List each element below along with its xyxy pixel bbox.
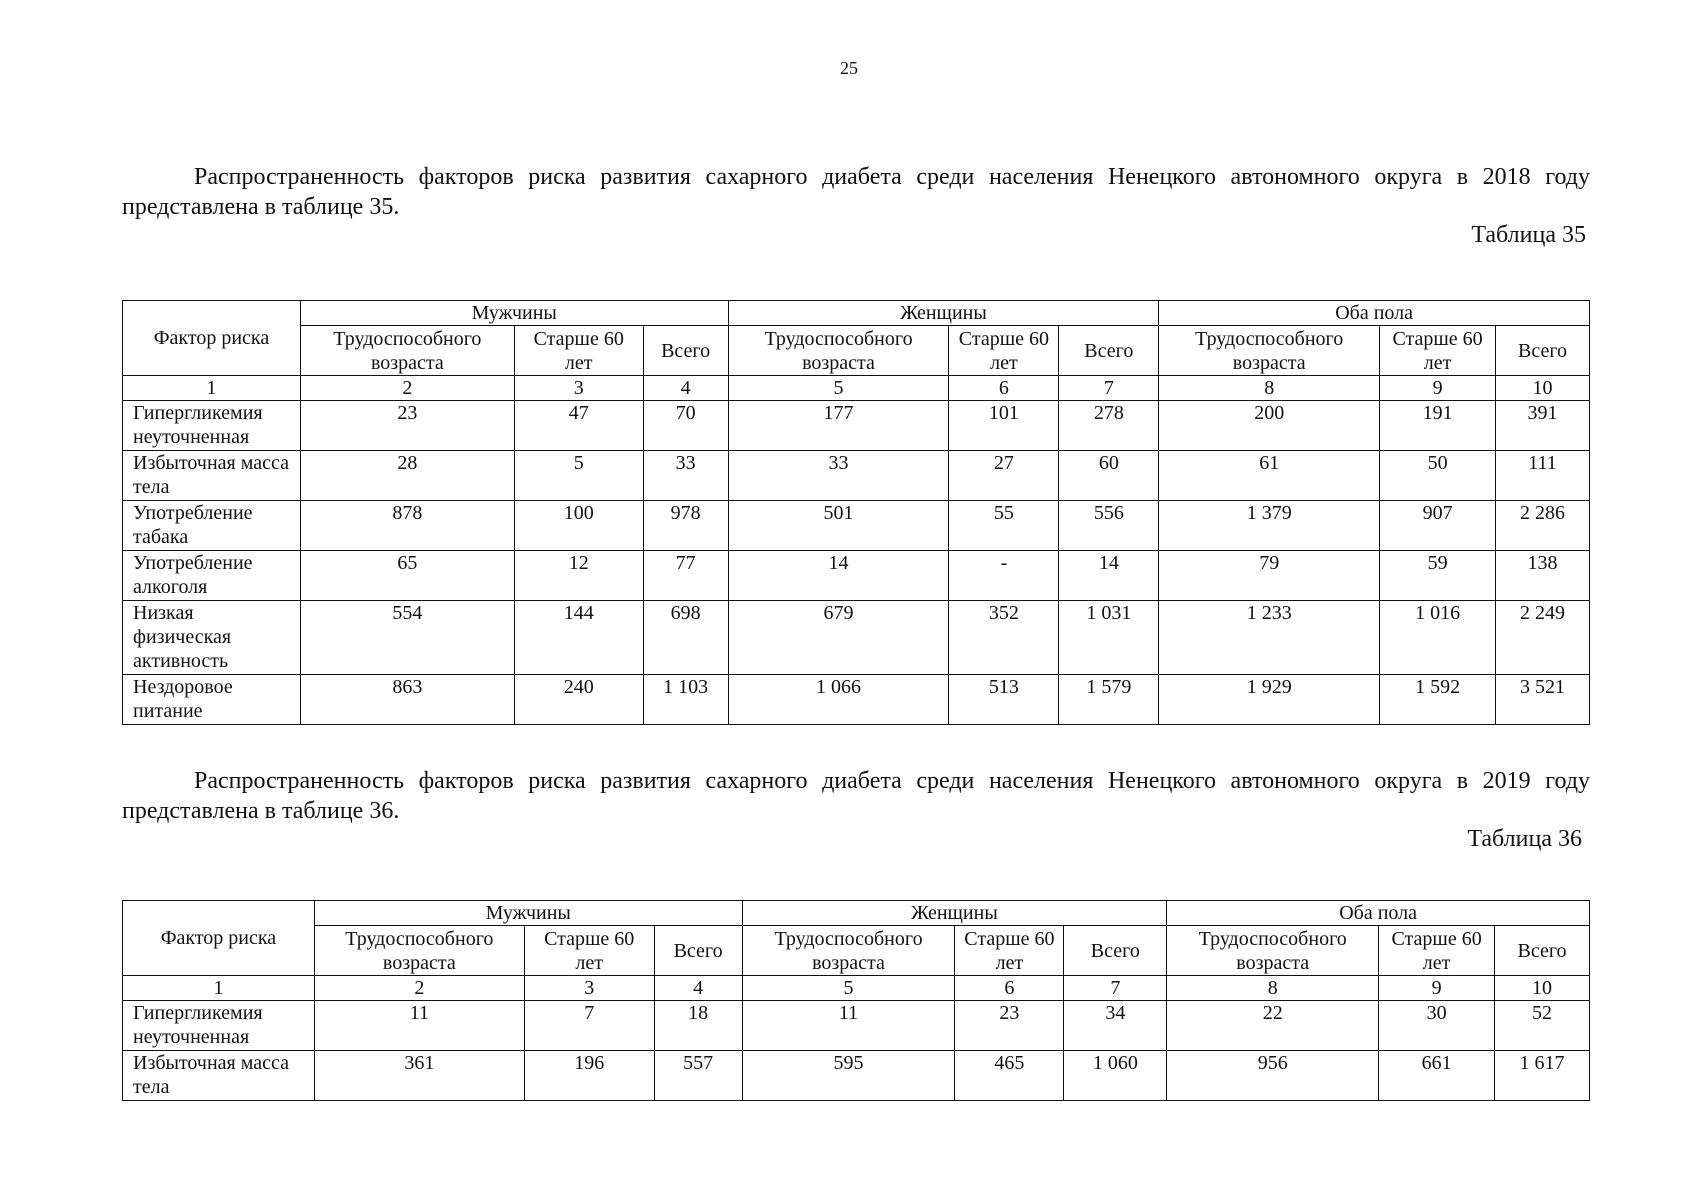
table-caption-35: Таблица 35 [1471, 222, 1586, 248]
table-cell: 1 617 [1495, 1051, 1590, 1101]
column-number: 8 [1159, 376, 1380, 401]
table-cell: - [949, 551, 1059, 601]
table-cell: 23 [955, 1001, 1064, 1051]
page-number: 25 [840, 58, 858, 78]
column-number: 3 [524, 976, 654, 1001]
table-cell: 7 [524, 1001, 654, 1051]
column-number: 7 [1064, 976, 1167, 1001]
table-cell: 65 [300, 551, 514, 601]
risk-factor-label: Избыточная масса тела [123, 1051, 315, 1101]
table-row [123, 501, 1590, 551]
table-cell: 11 [742, 1001, 955, 1051]
table-cell: 278 [1059, 401, 1159, 451]
table-cell: 70 [643, 401, 728, 451]
header-over60: Старше 60 лет [949, 326, 1059, 376]
intro-paragraph-2019 [122, 766, 1590, 826]
table-cell: 101 [949, 401, 1059, 451]
table-cell: 1 060 [1064, 1051, 1167, 1101]
table-cell: 661 [1379, 1051, 1495, 1101]
header-total: Всего [1495, 926, 1590, 976]
table-cell: 60 [1059, 451, 1159, 501]
table-row [123, 401, 1590, 451]
risk-factor-label: Употребление алкоголя [123, 551, 301, 601]
table-cell: 698 [643, 601, 728, 675]
table-cell: 1 929 [1159, 675, 1380, 725]
table-cell: 138 [1496, 551, 1590, 601]
table-cell: 1 031 [1059, 601, 1159, 675]
risk-factor-label: Гипергликемия неуточненная [123, 401, 301, 451]
header-total: Всего [654, 926, 742, 976]
table-cell: 14 [728, 551, 949, 601]
table-cell: 501 [728, 501, 949, 551]
table-cell: 14 [1059, 551, 1159, 601]
table-cell: 196 [524, 1051, 654, 1101]
table-cell: 28 [300, 451, 514, 501]
column-number: 10 [1496, 376, 1590, 401]
table-cell: 1 379 [1159, 501, 1380, 551]
table-cell: 557 [654, 1051, 742, 1101]
table-cell: 361 [314, 1051, 524, 1101]
column-number: 3 [514, 376, 643, 401]
header-total: Всего [643, 326, 728, 376]
header-factor: Фактор риска [123, 901, 315, 976]
column-number-row [123, 976, 1590, 1001]
table-cell: 23 [300, 401, 514, 451]
header-over60: Старше 60 лет [1380, 326, 1496, 376]
table-cell: 2 286 [1496, 501, 1590, 551]
table-cell: 52 [1495, 1001, 1590, 1051]
column-number: 1 [123, 976, 315, 1001]
table-cell: 177 [728, 401, 949, 451]
table-cell: 595 [742, 1051, 955, 1101]
table-cell: 200 [1159, 401, 1380, 451]
column-number: 2 [300, 376, 514, 401]
table-cell: 391 [1496, 401, 1590, 451]
table-cell: 111 [1496, 451, 1590, 501]
table-cell: 61 [1159, 451, 1380, 501]
header-over60: Старше 60 лет [955, 926, 1064, 976]
table-cell: 33 [728, 451, 949, 501]
intro-text-2019: Распространенность факторов риска развития сахарного диабета среди населения Ненецкого автономного округа в 2019 году представлена в таблице 36. [122, 768, 1590, 824]
table-cell: 679 [728, 601, 949, 675]
table-cell: 50 [1380, 451, 1496, 501]
header-working-age: Трудоспособного возраста [742, 926, 955, 976]
table-caption-36: Таблица 36 [1467, 826, 1582, 852]
table-cell: 907 [1380, 501, 1496, 551]
table-cell: 554 [300, 601, 514, 675]
header-working-age: Трудоспособного возраста [1167, 926, 1379, 976]
header-group-men: Мужчины [314, 901, 742, 926]
column-number: 9 [1380, 376, 1496, 401]
header-total: Всего [1064, 926, 1167, 976]
column-number: 6 [949, 376, 1059, 401]
column-number: 5 [728, 376, 949, 401]
column-number: 1 [123, 376, 301, 401]
intro-paragraph-2018 [122, 162, 1590, 222]
header-working-age: Трудоспособного возраста [1159, 326, 1380, 376]
header-group-men: Мужчины [300, 301, 728, 326]
table-cell: 34 [1064, 1001, 1167, 1051]
table-row [123, 1001, 1590, 1051]
table-cell: 863 [300, 675, 514, 725]
table-cell: 513 [949, 675, 1059, 725]
header-over60: Старше 60 лет [1379, 926, 1495, 976]
table-cell: 1 592 [1380, 675, 1496, 725]
table-row [123, 451, 1590, 501]
header-factor: Фактор риска [123, 301, 301, 376]
column-number: 4 [654, 976, 742, 1001]
table-row [123, 675, 1590, 725]
table-row [123, 1051, 1590, 1101]
table-cell: 878 [300, 501, 514, 551]
table-cell: 956 [1167, 1051, 1379, 1101]
column-number-row [123, 376, 1590, 401]
column-number: 7 [1059, 376, 1159, 401]
column-number: 2 [314, 976, 524, 1001]
header-working-age: Трудоспособного возраста [728, 326, 949, 376]
table-cell: 144 [514, 601, 643, 675]
table-cell: 47 [514, 401, 643, 451]
intro-text-2018: Распространенность факторов риска развития сахарного диабета среди населения Ненецкого автономного округа в 2018 году представлена в таблице 35. [122, 164, 1590, 220]
header-working-age: Трудоспособного возраста [314, 926, 524, 976]
header-total: Всего [1059, 326, 1159, 376]
risk-factor-label: Низкая физическая активность [123, 601, 301, 675]
table-cell: 11 [314, 1001, 524, 1051]
table-cell: 30 [1379, 1001, 1495, 1051]
header-group-both: Оба пола [1159, 301, 1590, 326]
table-cell: 18 [654, 1001, 742, 1051]
table-cell: 2 249 [1496, 601, 1590, 675]
table-cell: 352 [949, 601, 1059, 675]
table-cell: 12 [514, 551, 643, 601]
column-number: 8 [1167, 976, 1379, 1001]
column-number: 6 [955, 976, 1064, 1001]
header-over60: Старше 60 лет [524, 926, 654, 976]
table-cell: 1 103 [643, 675, 728, 725]
table-row [123, 551, 1590, 601]
table-cell: 240 [514, 675, 643, 725]
table-cell: 77 [643, 551, 728, 601]
header-group-women: Женщины [728, 301, 1159, 326]
table-cell: 27 [949, 451, 1059, 501]
header-group-both: Оба пола [1167, 901, 1590, 926]
table-cell: 3 521 [1496, 675, 1590, 725]
header-over60: Старше 60 лет [514, 326, 643, 376]
risk-factor-label: Употребление табака [123, 501, 301, 551]
table-cell: 1 579 [1059, 675, 1159, 725]
table-cell: 191 [1380, 401, 1496, 451]
column-number: 5 [742, 976, 955, 1001]
header-total: Всего [1496, 326, 1590, 376]
column-number: 9 [1379, 976, 1495, 1001]
risk-factor-label: Нездоровое питание [123, 675, 301, 725]
risk-factor-label: Гипергликемия неуточненная [123, 1001, 315, 1051]
table-cell: 59 [1380, 551, 1496, 601]
risk-factor-label: Избыточная масса тела [123, 451, 301, 501]
table-row [123, 601, 1590, 675]
table-cell: 33 [643, 451, 728, 501]
header-group-women: Женщины [742, 901, 1167, 926]
table-cell: 55 [949, 501, 1059, 551]
table-cell: 100 [514, 501, 643, 551]
column-number: 10 [1495, 976, 1590, 1001]
table-cell: 79 [1159, 551, 1380, 601]
column-number: 4 [643, 376, 728, 401]
header-working-age: Трудоспособного возраста [300, 326, 514, 376]
risk-factors-table-2019 [122, 900, 1590, 1101]
table-cell: 1 233 [1159, 601, 1380, 675]
table-cell: 5 [514, 451, 643, 501]
table-cell: 1 016 [1380, 601, 1496, 675]
risk-factors-table-2018 [122, 300, 1590, 725]
table-cell: 556 [1059, 501, 1159, 551]
table-cell: 465 [955, 1051, 1064, 1101]
table-cell: 1 066 [728, 675, 949, 725]
table-cell: 978 [643, 501, 728, 551]
table-cell: 22 [1167, 1001, 1379, 1051]
